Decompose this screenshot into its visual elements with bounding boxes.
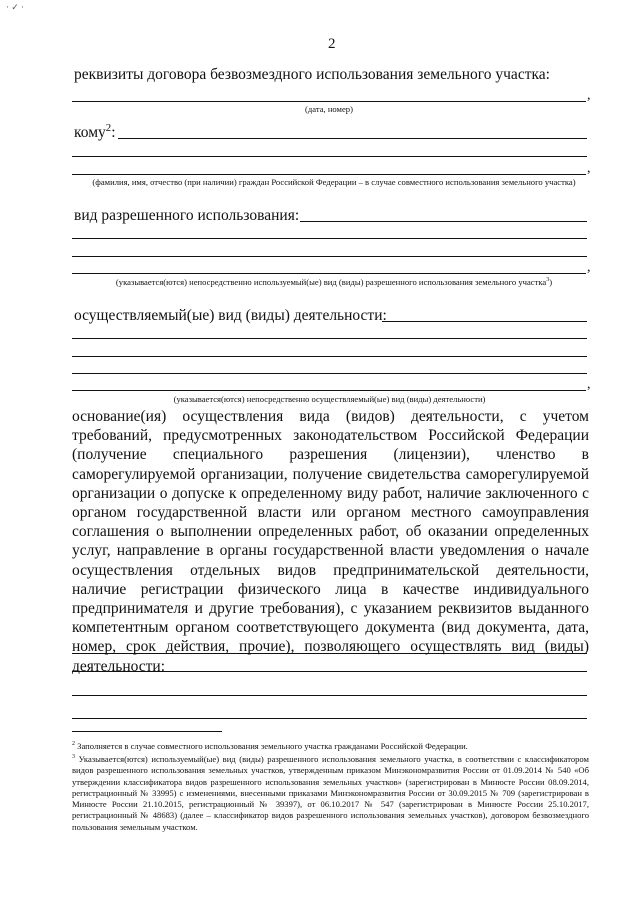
permitted-use-field-2[interactable] [72,238,587,239]
activity-basis-paragraph: основание(ия) осуществления вида (видов) деятельности, с учетом требований, предусмотренных законодательством Российской Федерации (получение специального разрешения (лицензии), членство в саморегулируемой организации, получение свидетельства саморегулируемой организации о допуске к определенному виду работ, наличие заключенного с органом государственной власти или органом местного самоуправления соглашения о выполнении определенных работ, об оказании определенных услуг, направление в органы государственной власти уведомления о начале осуществления отдельных видов предпринимательской деятельности, наличие регистрации физического лица в качестве индивидуального предпринимателя и другие требования), с указанием реквизитов выданного компетентным органом соответствующего документа (вид документа, дата, номер, срок действия, прочие), позволяющего осуществлять вид (виды) деятельности: [72,408,589,675]
permitted-use-field-1[interactable] [300,221,587,222]
activity-label: осуществляемый(ые) вид (виды) деятельности: [74,307,387,324]
line-comma: , [587,260,591,275]
permitted-use-label: вид разрешенного использования: [74,207,300,224]
activity-field-2[interactable] [72,338,587,339]
basis-field-2[interactable] [72,671,587,672]
activity-field-5[interactable] [72,390,586,391]
to-whom-field-3[interactable] [72,174,586,175]
footnote-2: $^2$ Заполняется в случае совместного использования земельного участка гражданами Российской Федерации. [72,741,468,751]
line-comma: , [587,161,591,176]
activity-field-3[interactable] [72,356,587,357]
line-comma: , [587,377,591,392]
basis-field-1[interactable] [72,653,587,654]
activity-field-1[interactable] [382,321,587,322]
basis-field-3[interactable] [72,695,587,696]
permitted-use-field-3[interactable] [72,256,587,257]
basis-field-4[interactable] [72,718,587,719]
to-whom-field-2[interactable] [72,156,587,157]
activity-field-4[interactable] [72,373,587,374]
to-whom-label: кому$^2$: [74,121,116,141]
permitted-use-field-4[interactable] [72,273,586,274]
contract-requisites-field[interactable] [72,101,586,102]
footnote-ref-2: 2 [105,121,112,134]
activity-caption: (указывается(ются) непосредственно осуществляемый(ые) вид (виды) деятельности) [173,394,486,404]
permitted-use-caption: (указывается(ются) непосредственно используемый(ые) вид (виды) разрешенного использования земельного участка$^3$) [115,277,553,287]
footnote-3: $^3$ Указывается(ются) используемый(ые) вид (виды) разрешенного использования земельного участка, в соответствии с классификатором видов разрешенного использования земельных участков, утвержденным приказом Минэкономразвития России от 01.09.2014 № 540 «Об утверждении классификатора видов разрешенного использования земельных участков» (зарегистрирован в Минюсте России 08.09.2014, регистрационный № 33995) с изменениями, внесенными приказами Минэкономразвития России от 30.09.2015 № 709 (зарегистрирован в Минюсте России 21.10.2015, регистрационный № 39397), от 06.10.2017 № 547 (зарегистрирован в Минюсте России 25.10.2017, регистрационный № 48683) (далее – классификатор видов разрешенного использования земельных участков), договором безвозмездного пользования земельным участком. [72,754,589,832]
line-comma: , [587,88,591,103]
contract-requisites-caption: (дата, номер) [305,104,353,114]
to-whom-caption: (фамилия, имя, отчество (при наличии) граждан Российской Федерации – в случае совместного использования земельного участка) [92,177,576,187]
footnote-separator [72,731,222,732]
scan-corner-mark: · ✓ · [6,2,25,12]
page-number: 2 [328,36,336,52]
footnote-ref-3: 3 [546,277,550,284]
to-whom-field-1[interactable] [118,138,587,139]
contract-requisites-label: реквизиты договора безвозмездного использования земельного участка: [74,66,550,83]
